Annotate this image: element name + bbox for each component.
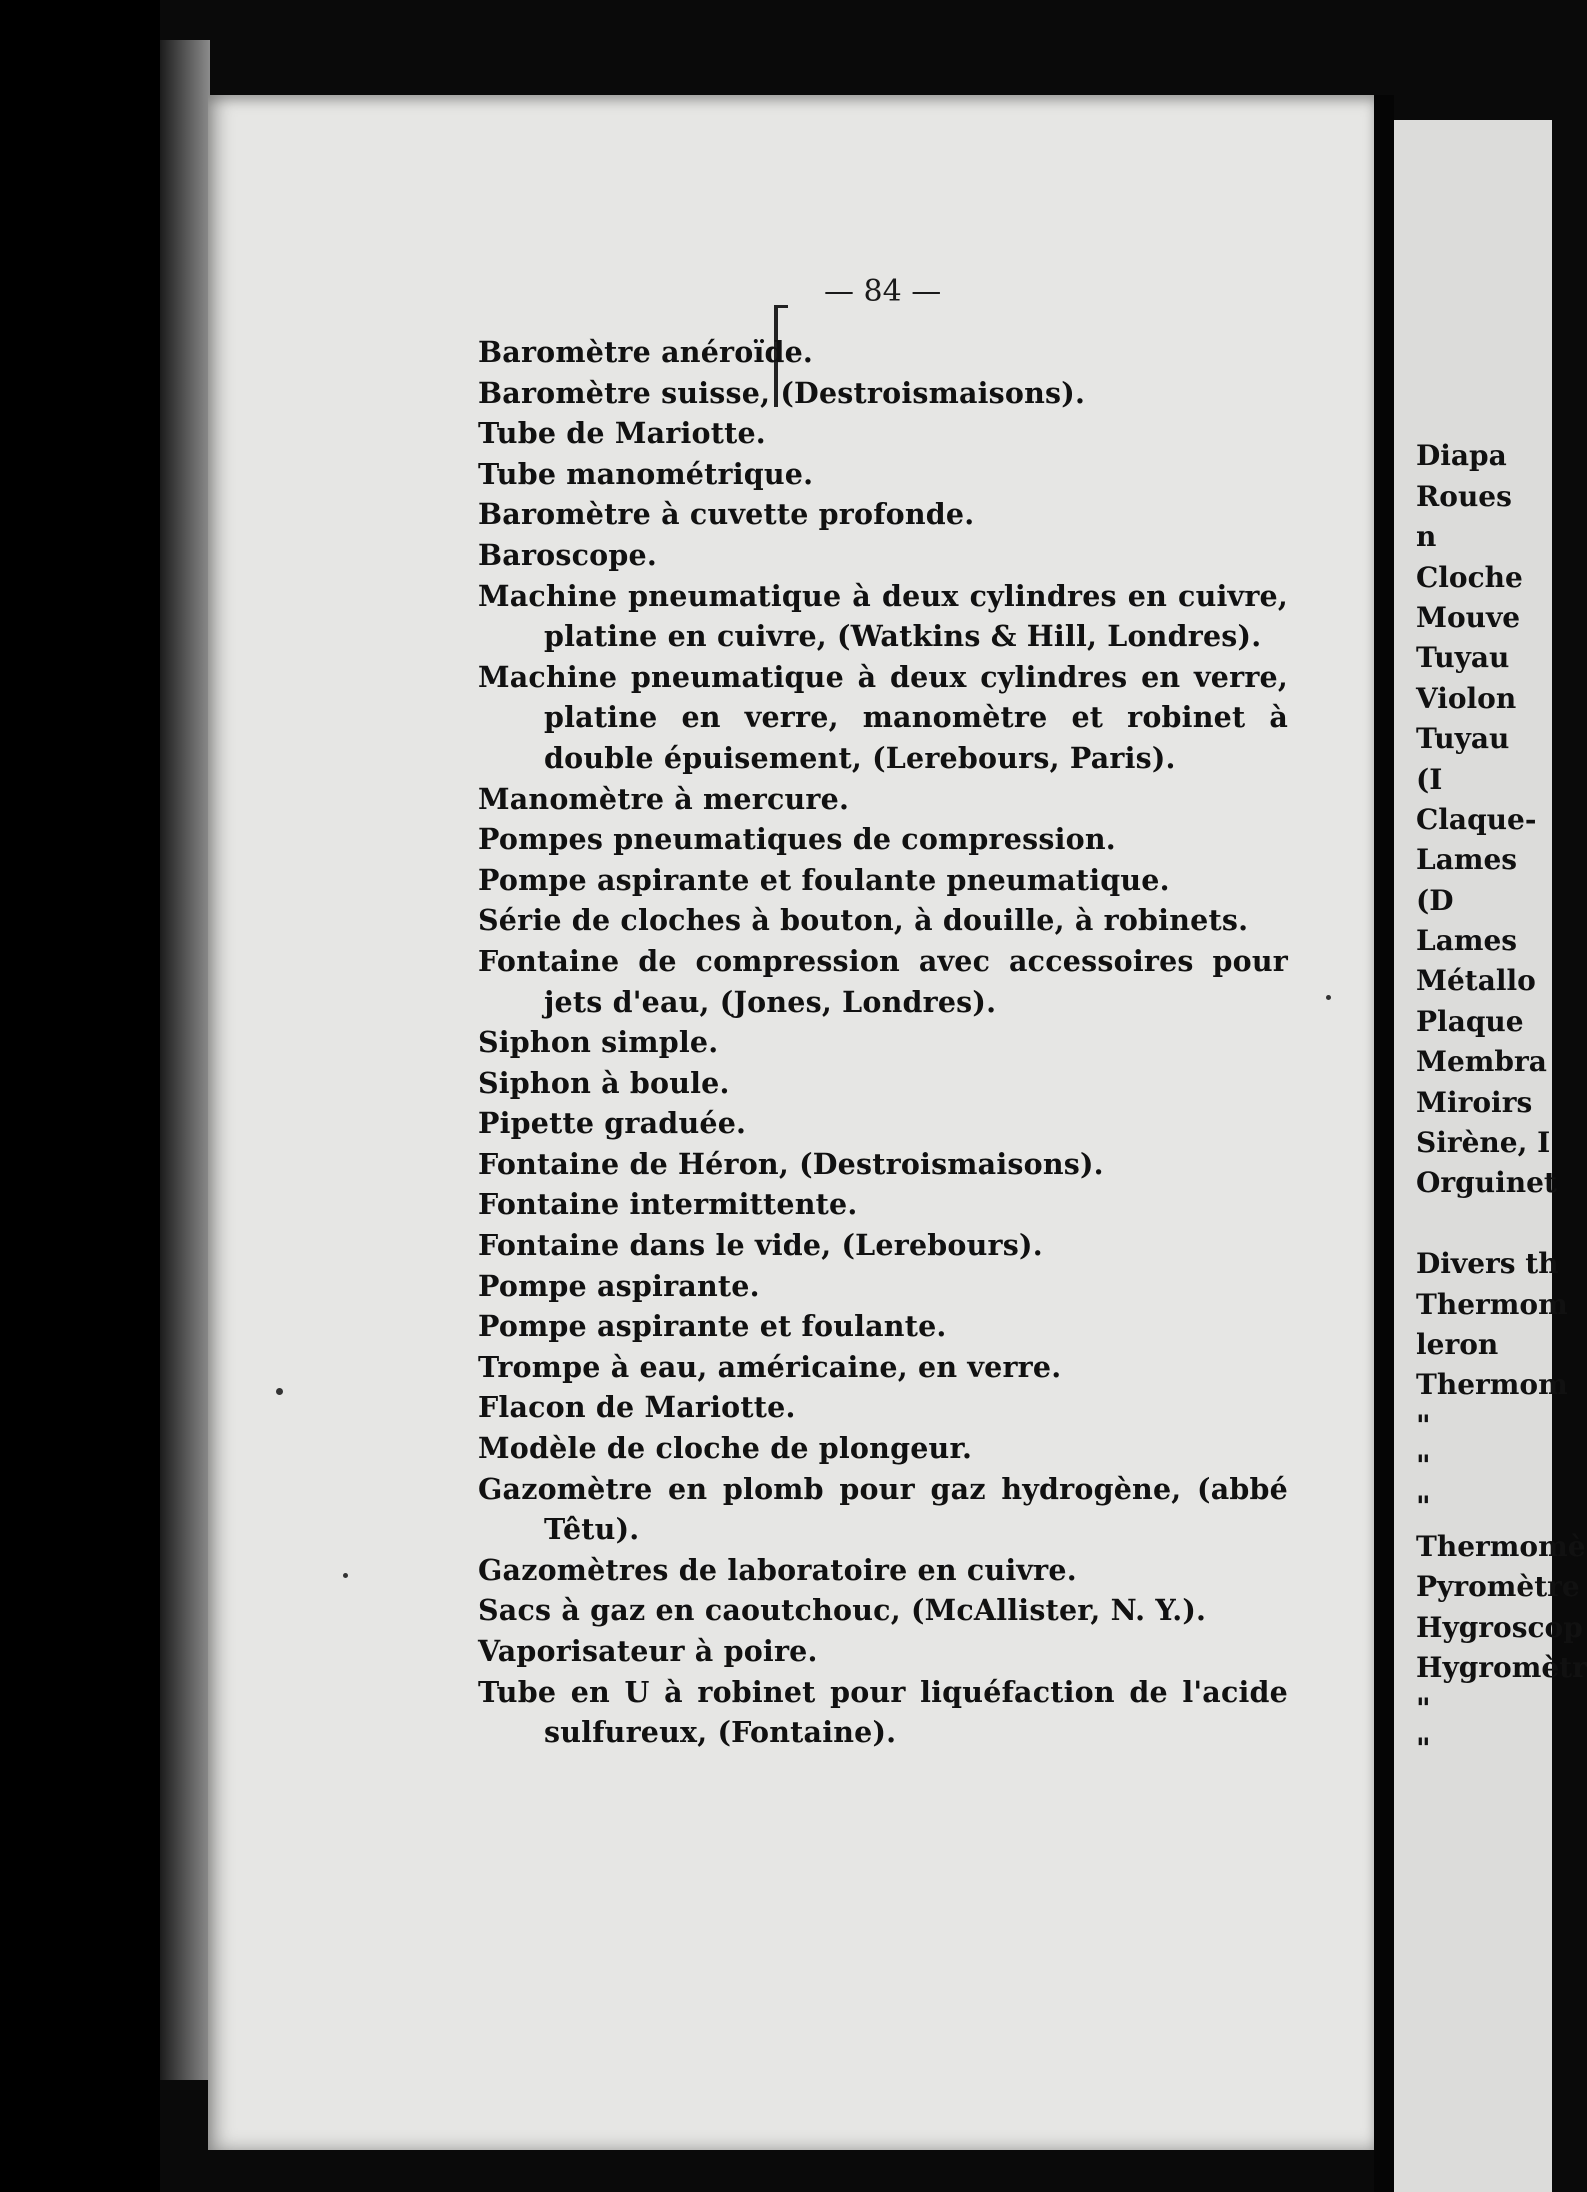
right-page-line: (I — [1416, 762, 1443, 796]
right-page-line: Claque- — [1416, 802, 1537, 836]
catalog-entry: Tube de Mariotte. — [478, 416, 766, 451]
right-page-list — [1416, 396, 1587, 1769]
right-page-line: Roues — [1416, 479, 1512, 513]
catalog-entry: Gazomètres de laboratoire en cuivre. — [478, 1552, 1077, 1587]
right-page-line: leron — [1416, 1327, 1499, 1361]
catalog-entry: Baromètre anéroïde. — [478, 335, 814, 369]
catalog-entry: Baroscope. — [478, 537, 657, 572]
catalog-entry: Machine pneumatique à deux cylindres en verre, platine en verre, manomètre et robinet à double épuisement, (Lerebours, Paris). — [478, 659, 1288, 775]
catalog-entry: Fontaine de Héron, (Destroismaisons). — [478, 1146, 1104, 1181]
right-page-line — [1416, 396, 1587, 436]
right-page-line: Métallo — [1416, 964, 1536, 998]
catalog-entry: Machine pneumatique à deux cylindres en cuivre, platine en cuivre, (Watkins & Hill, Londres). — [478, 578, 1288, 654]
catalog-entry: Modèle de cloche de plongeur. — [478, 1431, 973, 1466]
right-page — [1394, 120, 1587, 2192]
catalog-entry: Siphon à boule. — [478, 1065, 730, 1100]
catalog-entry: Série de cloches à bouton, à douille, à robinets. — [478, 903, 1249, 938]
speck — [276, 1388, 283, 1395]
catalog-entry: Tube manométrique. — [478, 456, 814, 491]
catalog-entry: Tube en U à robinet pour liquéfaction de l'acide sulfureux, (Fontaine). — [478, 1674, 1288, 1750]
catalog-entry: Vaporisateur à poire. — [478, 1634, 818, 1668]
catalog-entry: Trompe à eau, américaine, en verre. — [478, 1349, 1062, 1384]
speck — [343, 1573, 348, 1578]
right-page-line: n — [1416, 520, 1437, 554]
right-page-line: Thermom — [1416, 1368, 1568, 1402]
entry-list — [478, 332, 1288, 1753]
catalog-entry: Flacon de Mariotte. — [478, 1390, 796, 1425]
catalog-entry: Fontaine intermittente. — [478, 1187, 858, 1222]
catalog-entry: Siphon simple. — [478, 1025, 719, 1060]
right-page-line: Orguinet — [1416, 1166, 1557, 1200]
catalog-entry: Manomètre à mercure. — [478, 781, 850, 816]
page-number: — 84 — — [824, 274, 942, 309]
catalog-entry: Pompe aspirante. — [478, 1268, 760, 1303]
right-page-line: Sirène, I — [1416, 1126, 1551, 1160]
catalog-entry: Baromètre suisse, (Destroismaisons). — [478, 375, 1086, 410]
right-page-line: " — [1416, 1489, 1431, 1523]
right-page-line: Lames — [1416, 924, 1518, 958]
catalog-entry: Pompe aspirante et foulante. — [478, 1309, 947, 1344]
right-page-line: Lames — [1416, 843, 1518, 877]
right-page-line: Membra — [1416, 1045, 1547, 1079]
right-page-line — [1416, 1204, 1587, 1244]
right-page-line: Divers th — [1416, 1247, 1559, 1281]
catalog-entry: Baromètre à cuvette profonde. — [478, 497, 975, 532]
speck — [1326, 995, 1331, 1000]
book-gutter — [1374, 95, 1394, 2192]
right-page-line: Mouve — [1416, 600, 1521, 634]
catalog-entry: Pipette graduée. — [478, 1106, 747, 1141]
catalog-entry: Pompe aspirante et foulante pneumatique. — [478, 862, 1170, 897]
right-page-line: Hygroscop — [1416, 1610, 1583, 1644]
right-page-line: Thermomè — [1416, 1529, 1586, 1563]
right-page-line: Cloche — [1416, 560, 1523, 594]
right-page-line: Thermom — [1416, 1287, 1568, 1321]
right-page-line: (D — [1416, 883, 1454, 917]
catalog-entry: Fontaine de compression avec accessoires pour jets d'eau, (Jones, Londres). — [478, 943, 1288, 1019]
right-page-line: Pyromètre — [1416, 1570, 1580, 1604]
right-page-line: Violon — [1416, 681, 1517, 715]
right-page-line: " — [1416, 1691, 1431, 1725]
book-edge — [160, 40, 210, 2080]
right-page-line: Tuyau — [1416, 641, 1510, 675]
right-page-line: Hygromètr — [1416, 1651, 1587, 1685]
right-page-line: " — [1416, 1408, 1431, 1442]
catalog-entry: Fontaine dans le vide, (Lerebours). — [478, 1228, 1043, 1263]
right-page-line: Diapa — [1416, 439, 1507, 473]
right-page-line: " — [1416, 1449, 1431, 1483]
catalog-entry: Pompes pneumatiques de compression. — [478, 822, 1116, 857]
right-page-line: " — [1416, 1731, 1431, 1765]
scan-background-left — [0, 0, 160, 2192]
catalog-entry: Gazomètre en plomb pour gaz hydrogène, (abbé Têtu). — [478, 1471, 1288, 1547]
right-page-line: Tuyau — [1416, 722, 1510, 756]
right-page-line: Plaque — [1416, 1004, 1524, 1038]
right-page-line: Miroirs — [1416, 1085, 1533, 1119]
catalog-entry: Sacs à gaz en caoutchouc, (McAllister, N. Y.). — [478, 1593, 1207, 1628]
